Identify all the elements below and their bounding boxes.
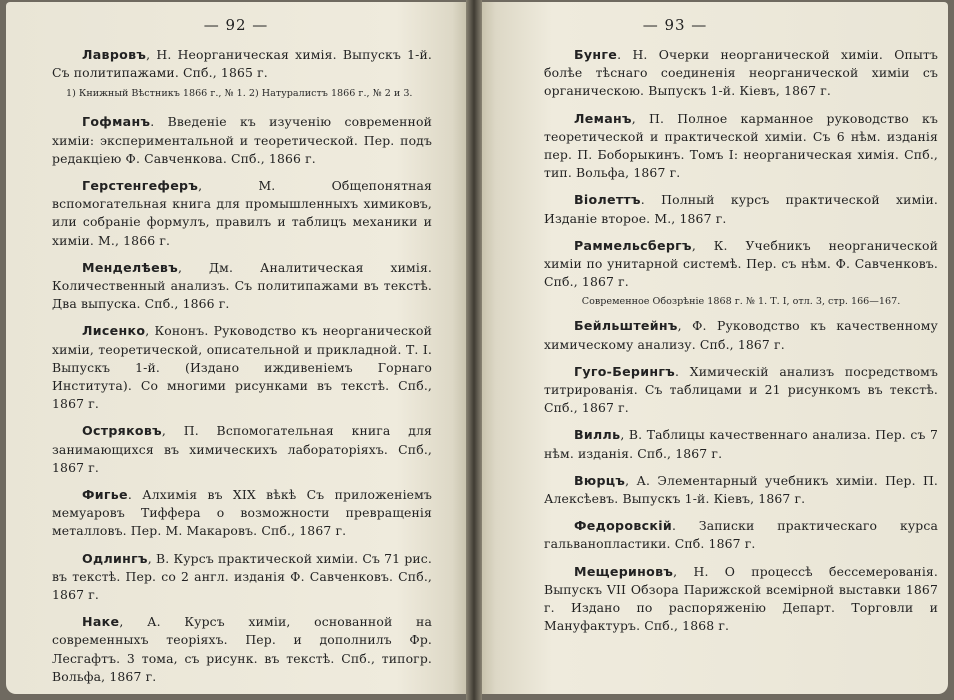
entry-author: Бейльштейнъ	[574, 318, 678, 334]
footnote: 1) Книжный Вѣстникъ 1866 г., № 1. 2) Натуралистъ 1866 г., № 2 и 3.	[66, 88, 413, 100]
right-page	[482, 2, 948, 694]
left-entries	[52, 46, 432, 694]
bibliography-entry	[52, 46, 432, 82]
entry-author: Герстенгеферъ	[82, 178, 199, 194]
bibliography-entry	[544, 191, 938, 227]
entry-text: , А. Элементарный учебникъ химіи. Пер. П. Алексѣевъ. Выпускъ 1-й. Кіевъ, 1867 г.	[544, 472, 938, 507]
bibliography-entry	[544, 110, 938, 183]
bibliography-entry	[52, 613, 432, 686]
entry-author: Вюрцъ	[574, 472, 626, 488]
left-page	[6, 2, 466, 694]
entry-author: Леманъ	[574, 110, 632, 126]
entry-author: Віолеттъ	[574, 192, 641, 208]
entry-text: , Дм. Аналитическая химія. Количественный анализъ. Съ политипажами въ текстѣ. Два выпуска. Спб., 1866 г.	[52, 259, 432, 312]
entry-author: Раммельсбергъ	[574, 237, 692, 253]
entry-author: Фигье	[82, 487, 128, 503]
footnote: Современное Обозрѣніе 1868 г. № 1. Т. I, отл. 3, стр. 166—167.	[581, 296, 901, 308]
entry-author: Бунге	[574, 47, 618, 62]
bibliography-entry	[52, 486, 432, 541]
bibliography-entry	[52, 322, 432, 413]
entry-text: . Полный курсъ практической химіи. Изданіе второе. М., 1867 г.	[544, 192, 938, 226]
entry-text: , Н. О процессѣ бессемерованія. Выпускъ VII Обзора Парижской всемірной выставки 1867 г. Издано по распоряженію Департ. Торговли и Мануфактуръ. Спб., 1868 г.	[544, 563, 938, 634]
entry-author: Мещериновъ	[574, 563, 674, 579]
entry-author: Остряковъ	[82, 423, 162, 439]
entry-text: , А. Курсъ химіи, основанной на современныхъ теоріяхъ. Пер. и дополнилъ Фр. Лесгафтъ. 3 тома, съ рисунк. въ текстѣ. Спб., типогр. Вольфа, 1867 г.	[52, 614, 432, 684]
entry-author: Лисенко	[82, 323, 146, 339]
bibliography-entry	[52, 422, 432, 477]
entry-text: , Н. Неорганическая химія. Выпускъ 1-й. Съ политипажами. Спб., 1865 г.	[52, 47, 432, 81]
entry-text: , Кононъ. Руководство къ неорганической химіи, теоретической, описательной и прикладной. Т. I. Выпускъ 1-й. (Издано иждивеніемъ Горнаго Института). Со многими рисунками въ текстѣ. Спб., 1867 г.	[52, 323, 432, 412]
bibliography-entry	[544, 517, 938, 553]
bibliography-entry	[544, 363, 938, 418]
bibliography-entry	[544, 317, 938, 353]
entry-author: Гуго-Берингъ	[574, 363, 676, 379]
entry-text: . Введеніе къ изученію современной химіи: экспериментальной и теоретической. Пер. подъ редакціею Ф. Савченкова. Спб., 1866 г.	[52, 114, 432, 166]
bibliography-entry	[544, 426, 938, 462]
entry-author: Наке	[82, 614, 120, 630]
entry-text: . Алхимія въ XIX вѣкѣ Съ приложеніемъ мемуаровъ Тиффера о возможности превращенія металловъ. Пер. М. Макаровъ. Спб., 1867 г.	[52, 487, 432, 539]
bibliography-entry	[544, 563, 938, 636]
entry-author: Лавровъ	[82, 47, 147, 62]
page-number-left: — 92 —	[203, 16, 269, 34]
entry-author: Одлингъ	[82, 550, 148, 566]
entry-text: , П. Полное карманное руководство къ теоретической и практической химіи. Съ 6 нѣм. изданія пер. П. Боборыкинъ. Томъ I: неорганическая химія. Спб., тип. Вольфа, 1867 г.	[544, 110, 938, 181]
entry-text: , Ф. Руководство къ качественному химическому анализу. Спб., 1867 г.	[544, 318, 938, 352]
entry-author: Менделѣевъ	[82, 259, 178, 275]
entry-text: , П. Вспомогательная книга для занимающихся въ химическихъ лабораторіяхъ. Спб., 1867 г.	[52, 423, 432, 475]
entry-text: , В. Курсъ практической химіи. Съ 71 рис. въ текстѣ. Пер. со 2 англ. изданія Ф. Савченковъ. Спб., 1867 г.	[52, 550, 432, 603]
bibliography-entry	[544, 46, 938, 101]
bibliography-entry	[52, 550, 432, 605]
bibliography-entry	[544, 472, 938, 508]
book-gutter	[466, 0, 482, 700]
bibliography-entry	[544, 237, 938, 292]
entry-author: Федоровскій	[574, 518, 672, 534]
page-number-right: — 93 —	[642, 16, 708, 34]
bibliography-entry	[52, 259, 432, 314]
entry-text: , М. Общепонятная вспомогательная книга для промышленныхъ химиковъ, или собраніе формулъ, правилъ и таблицъ механики и химіи. М., 1866 г.	[52, 178, 432, 248]
entry-author: Гофманъ	[82, 114, 151, 130]
entry-author: Вилль	[574, 427, 621, 443]
bibliography-entry	[52, 113, 432, 168]
entry-text: . Записки практическаго курса гальванопластики. Спб. 1867 г.	[544, 518, 938, 552]
right-entries	[544, 46, 938, 644]
bibliography-entry	[52, 177, 432, 250]
entry-text: . Н. Очерки неорганической химіи. Опытъ болѣе тѣснаго соединенія неорганической химіи съ органическою. Выпускъ 1-й. Кіевъ, 1867 г.	[544, 47, 938, 99]
entry-text: . Химическій анализъ посредствомъ титрированія. Съ таблицами и 21 рисункомъ въ текстѣ. Спб., 1867 г.	[544, 363, 938, 416]
entry-text: , В. Таблицы качественнаго анализа. Пер. съ 7 нѣм. изданія. Спб., 1867 г.	[544, 427, 938, 461]
entry-text: , К. Учебникъ неорганической химіи по унитарной системѣ. Пер. съ нѣм. Ф. Савченковъ. Спб., 1867 г.	[544, 237, 938, 290]
